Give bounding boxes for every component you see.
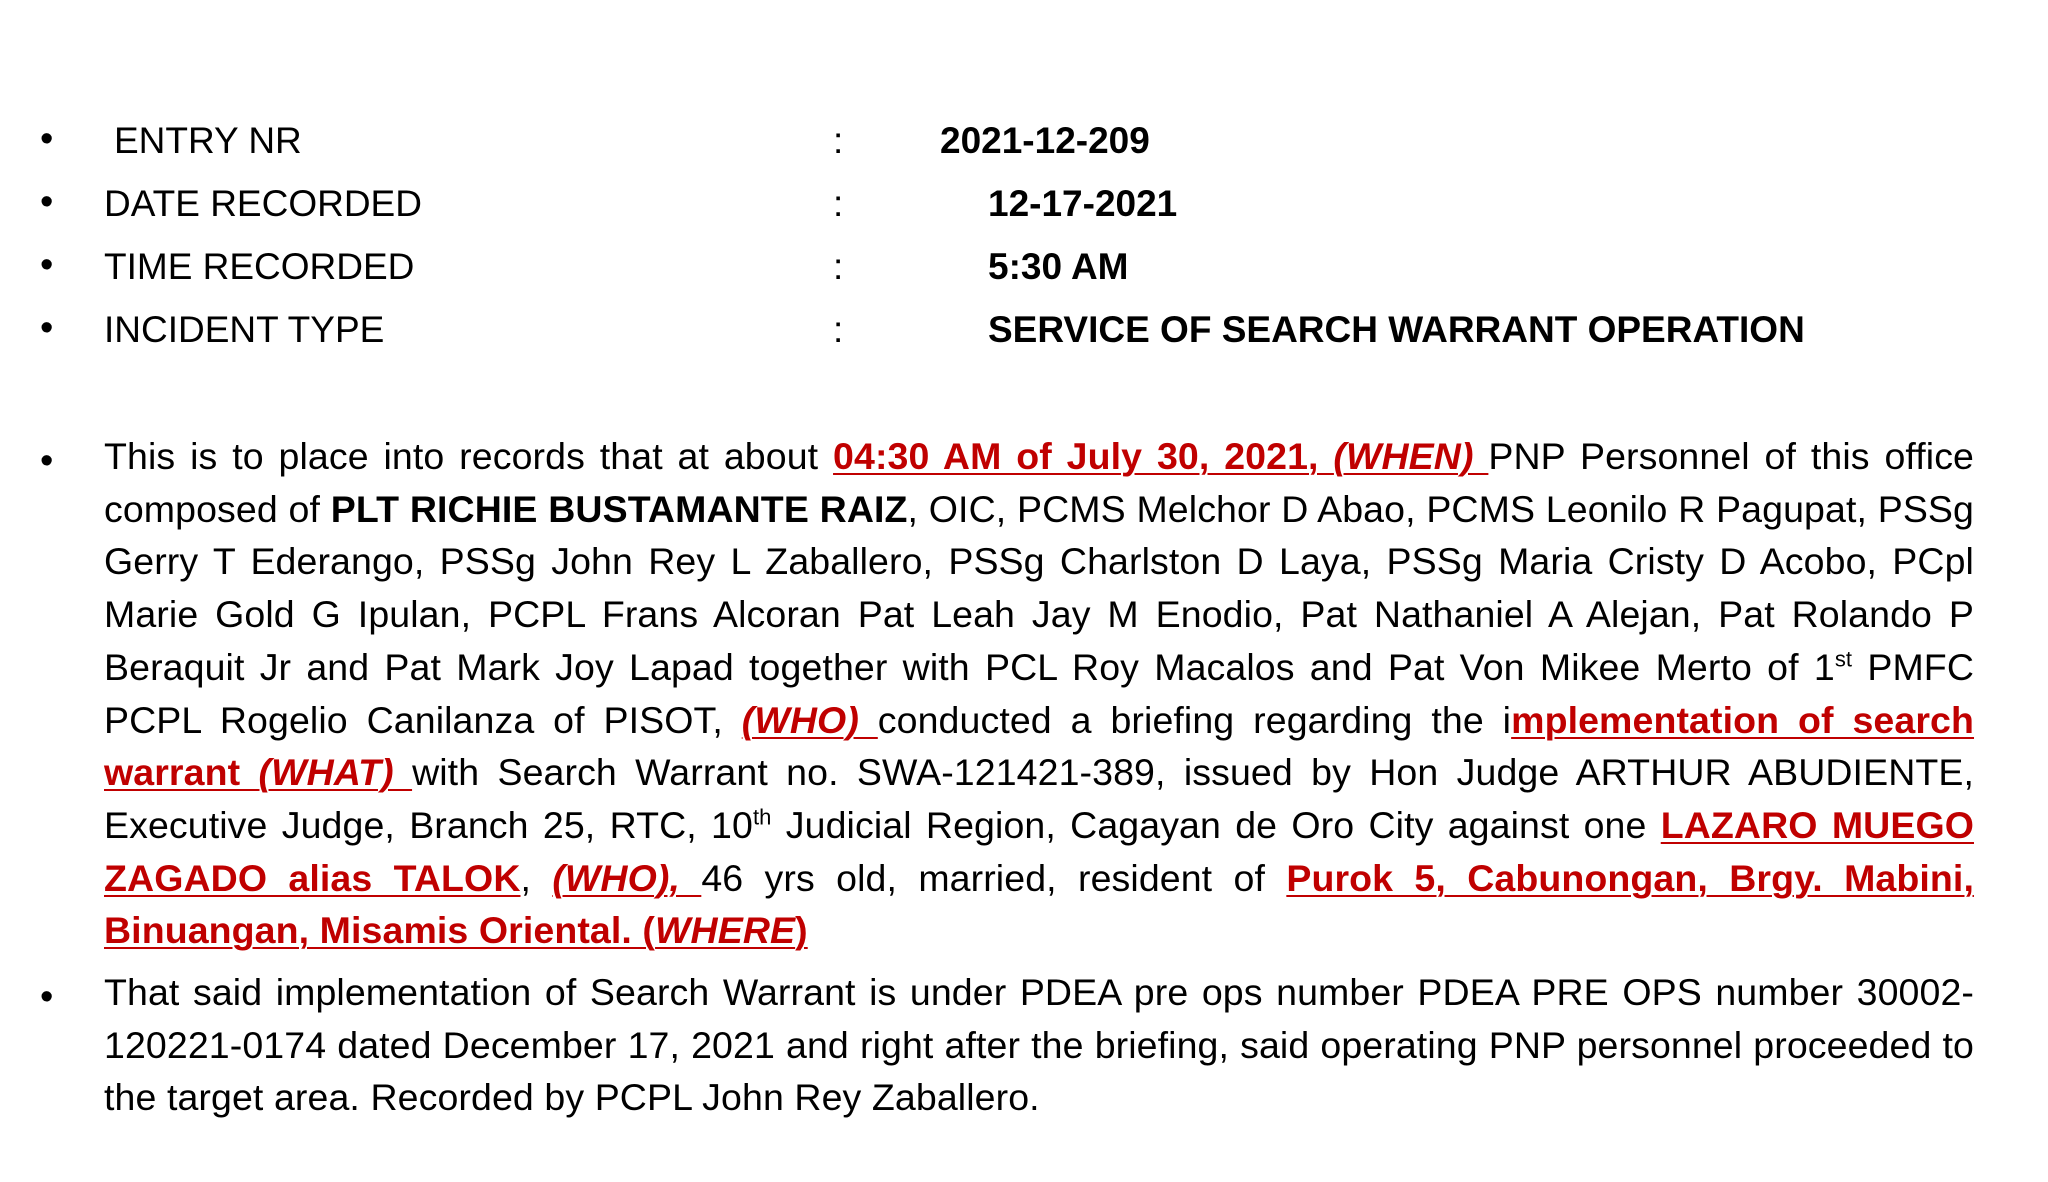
entry-nr-value: 2021-12-209 xyxy=(940,120,1150,161)
what-text: mplementation of search warrant xyxy=(104,698,1975,794)
bullet: • xyxy=(40,440,54,482)
entry-nr-label: ENTRY NR xyxy=(114,120,302,161)
bullet: • xyxy=(40,244,54,286)
time-recorded-label: TIME RECORDED xyxy=(104,246,415,287)
what-tag: (WHAT) xyxy=(258,751,413,794)
narrative-text: Judicial Region, Cagayan de Oro City against one xyxy=(771,803,1661,846)
when-tag: (WHEN) xyxy=(1333,435,1489,477)
where-close: ) xyxy=(795,909,808,952)
suspect-name: LAZARO MUEGO ZAGADO alias TALOK xyxy=(104,803,1974,899)
who-tag: (WHO) xyxy=(741,698,878,741)
incident-type-row xyxy=(0,309,2048,361)
superscript-st: st xyxy=(1834,646,1853,672)
bullet: • xyxy=(40,976,54,1018)
who-tag-2: (WHO), xyxy=(552,856,702,899)
entry-nr-row xyxy=(0,120,2048,172)
incident-type-value: SERVICE OF SEARCH WARRANT OPERATION xyxy=(988,309,1805,350)
narrative-paragraph xyxy=(104,430,1974,957)
narrative-text: conducted a briefing regarding the i xyxy=(877,698,1512,741)
bullet: • xyxy=(40,181,54,223)
narrative-text: , OIC, PCMS Melchor D Abao, PCMS Leonilo R Pagupat, PSSg Gerry T Ederango, PSSg John Rey L Zaballero, PSSg Charlston D Laya, PSSg Maria Cristy D Acobo, PCpl Marie Gold G Ipulan, PCPL Frans Alcoran Pat Leah Jay M Enodio, Pat Nathaniel A Alejan, Pat Rolando P Beraquit Jr and Pat Mark Joy Lapad together with PCL Roy Macalos and Pat Von Mikee Merto of 1 xyxy=(104,487,1974,688)
date-recorded-colon: : xyxy=(833,183,844,224)
when-text: 04:30 AM of July 30, 2021, xyxy=(833,435,1334,477)
narrative-text: This is to place into records that at about xyxy=(104,435,834,477)
date-recorded-value: 12-17-2021 xyxy=(988,183,1178,224)
incident-type-label: INCIDENT TYPE xyxy=(104,309,385,350)
where-tag: WHERE xyxy=(655,909,796,952)
oic-name: PLT RICHIE BUSTAMANTE RAIZ xyxy=(330,487,908,530)
when-highlight xyxy=(833,435,1488,477)
date-recorded-row xyxy=(0,183,2048,235)
entry-nr-colon: : xyxy=(833,120,844,161)
narrative-text: , xyxy=(520,856,553,899)
where-text: Purok 5, Cabunongan, Brgy. Mabini, Binuangan, Misamis Oriental. ( xyxy=(104,856,1974,952)
narrative-text: PMFC PCPL Rogelio Canilanza of PISOT, xyxy=(104,645,1974,741)
incident-type-colon: : xyxy=(833,309,844,350)
time-recorded-row xyxy=(0,246,2048,298)
closing-paragraph: That said implementation of Search Warrant is under PDEA pre ops number PDEA PRE OPS number 30002-120221-0174 dated December 17, 2021 and right after the briefing, said operating PNP personnel proceeded to the target area. Recorded by PCPL John Rey Zaballero. xyxy=(104,971,1974,1119)
narrative-text: PNP Personnel of this office composed of xyxy=(104,435,1975,530)
narrative-text: with Search Warrant no. SWA-121421-389, issued by Hon Judge ARTHUR ABUDIENTE, Executive Judge, Branch 25, RTC, 10 xyxy=(104,751,1975,846)
time-recorded-colon: : xyxy=(833,246,844,287)
narrative-text: 46 yrs old, married, resident of xyxy=(701,856,1287,899)
superscript-th: th xyxy=(752,804,772,830)
date-recorded-label: DATE RECORDED xyxy=(104,183,422,224)
bullet: • xyxy=(40,118,54,160)
bullet: • xyxy=(40,307,54,349)
time-recorded-value: 5:30 AM xyxy=(988,246,1129,287)
